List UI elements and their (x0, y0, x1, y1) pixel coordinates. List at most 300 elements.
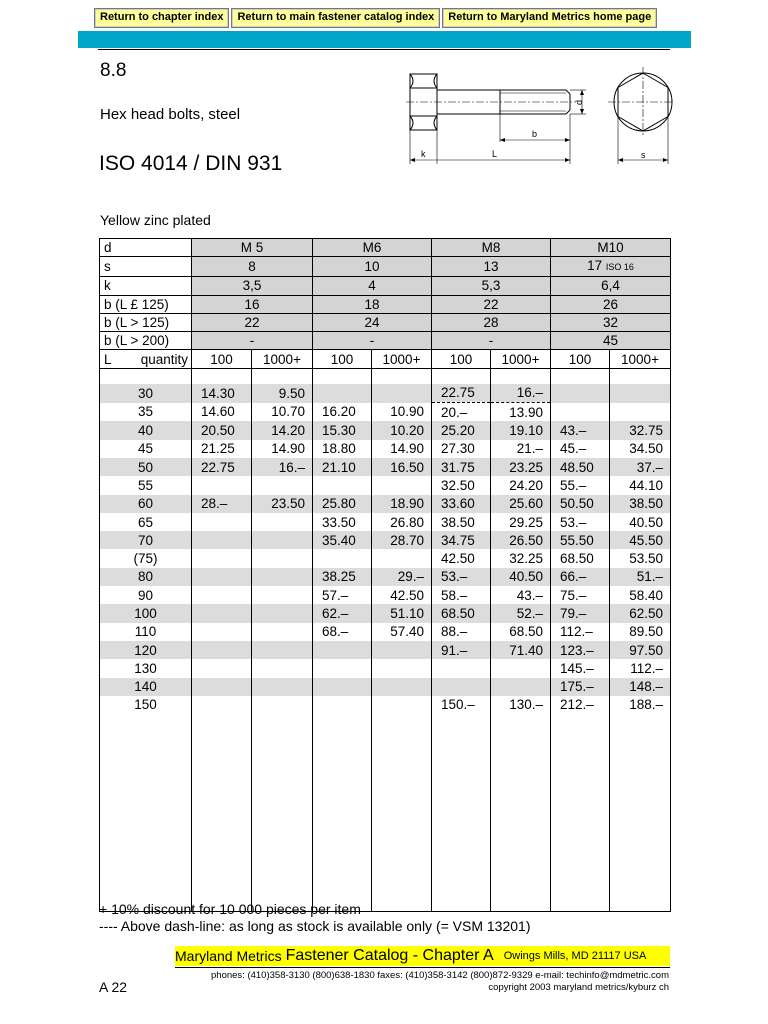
product-description: Hex head bolts, steel (100, 106, 241, 123)
spacer-row (100, 368, 671, 384)
price-cell: 22.75 (192, 458, 252, 476)
price-cell: 14.30 (192, 384, 252, 403)
spec-value (432, 313, 551, 331)
price-cell: 53.– (432, 568, 491, 586)
qty-100-header: 100 (432, 350, 491, 368)
price-cell (252, 476, 313, 494)
price-row (100, 458, 671, 476)
empty-cell (252, 714, 313, 912)
contact-line: phones: (410)358-3130 (800)638-1830 faxes: (410)358-3142 (800)872-9329 e-mail: techinfo@mdmetric.com (211, 970, 669, 981)
price-cell: 23.50 (252, 495, 313, 513)
spec-value-text: M10 (597, 240, 624, 256)
price-cell: 89.50 (610, 623, 671, 641)
price-cell: 28.70 (372, 531, 432, 549)
price-cell: 9.50 (252, 384, 313, 403)
spacer-cell (100, 368, 192, 384)
price-cell (192, 641, 252, 659)
spec-value-text: 3,5 (242, 278, 262, 294)
spec-value (192, 239, 313, 257)
price-cell: 75.– (551, 586, 610, 604)
price-cell (372, 641, 432, 659)
qty-100-header: 100 (313, 350, 372, 368)
spec-value-text: 5,3 (481, 278, 501, 294)
empty-cell (313, 714, 372, 912)
standard-title: ISO 4014 / DIN 931 (99, 152, 283, 175)
header-accent-bar (78, 31, 691, 48)
spacer-cell (551, 368, 610, 384)
price-cell (551, 384, 610, 403)
price-cell: 68.50 (551, 549, 610, 567)
spacer-cell (432, 368, 491, 384)
spec-value-text: 26 (602, 296, 619, 312)
price-row (100, 586, 671, 604)
price-cell: 15.30 (313, 421, 372, 439)
price-cell: 91.– (432, 641, 491, 659)
price-cell (610, 384, 671, 403)
price-cell: 175.– (551, 678, 610, 696)
spec-row (100, 313, 671, 331)
length-cell: 140 (100, 678, 192, 696)
price-cell: 68.– (313, 623, 372, 641)
price-cell: 18.80 (313, 440, 372, 458)
iso-note: ISO 16 (605, 262, 634, 273)
spec-value-text: 45 (602, 333, 619, 349)
price-cell: 33.50 (313, 513, 372, 531)
price-row (100, 513, 671, 531)
spec-value-text: 8 (248, 259, 256, 275)
price-cell: 38.25 (313, 568, 372, 586)
spacer-cell (491, 368, 551, 384)
qty-1000-header: 1000+ (610, 350, 671, 368)
dim-label-d: d (574, 99, 584, 105)
dim-label-k: k (421, 149, 426, 159)
price-cell: 38.50 (610, 495, 671, 513)
price-cell (252, 568, 313, 586)
spec-value-text: 22 (244, 315, 260, 331)
spec-value-text: - (488, 333, 494, 349)
price-cell (252, 623, 313, 641)
price-cell: 34.50 (610, 440, 671, 458)
price-cell (372, 678, 432, 696)
price-cell (432, 678, 491, 696)
spec-value-text: 18 (364, 296, 380, 312)
price-cell: 55.– (551, 476, 610, 494)
price-cell (192, 659, 252, 677)
finish-label: Yellow zinc plated (100, 212, 211, 228)
empty-row (100, 714, 671, 912)
price-cell (491, 678, 551, 696)
navigation-bar (94, 8, 657, 28)
price-row (100, 678, 671, 696)
price-cell: 32.50 (432, 476, 491, 494)
spec-value-text: 32 (602, 315, 619, 331)
spec-value-text: 6,4 (601, 278, 620, 294)
spec-value-text: M8 (481, 240, 501, 256)
price-cell: 55.50 (551, 531, 610, 549)
length-cell: 110 (100, 623, 192, 641)
price-cell: 130.– (491, 696, 551, 714)
price-cell (252, 659, 313, 677)
price-cell: 43.– (491, 586, 551, 604)
page-number: A 22 (99, 979, 128, 995)
price-cell: 42.50 (432, 549, 491, 567)
spec-label: b (L £ 125) (100, 295, 192, 313)
discount-note: + 10% discount for 10 000 pieces per item (99, 901, 361, 917)
price-table (99, 238, 671, 912)
spacer-cell (252, 368, 313, 384)
price-cell: 188.– (610, 696, 671, 714)
spec-row (100, 257, 671, 277)
empty-cell (491, 714, 551, 912)
price-cell (252, 641, 313, 659)
spec-value (192, 313, 313, 331)
dim-label-s: s (641, 150, 646, 160)
spec-row (100, 295, 671, 313)
spec-value (432, 295, 551, 313)
price-cell: 45.– (551, 440, 610, 458)
qty-100-header: 100 (551, 350, 610, 368)
length-cell: 60 (100, 495, 192, 513)
price-cell: 51.10 (372, 604, 432, 622)
price-cell: 88.– (432, 623, 491, 641)
spec-value (192, 257, 313, 277)
spec-value (432, 239, 551, 257)
length-cell: 30 (100, 384, 192, 403)
price-cell (491, 659, 551, 677)
quantity-header-label (100, 350, 192, 368)
price-cell: 68.50 (491, 623, 551, 641)
qty-1000-header: 1000+ (491, 350, 551, 368)
price-cell (252, 531, 313, 549)
price-cell (372, 696, 432, 714)
price-cell: 58.40 (610, 586, 671, 604)
price-cell: 123.– (551, 641, 610, 659)
spacer-cell (313, 368, 372, 384)
spec-value (551, 277, 671, 295)
price-cell: 35.40 (313, 531, 372, 549)
spec-value-text: 17 (587, 258, 603, 274)
price-cell: 40.50 (610, 513, 671, 531)
price-cell: 97.50 (610, 641, 671, 659)
length-cell: 45 (100, 440, 192, 458)
price-cell: 112.– (551, 623, 610, 641)
price-cell (313, 384, 372, 403)
price-cell: 16.50 (372, 458, 432, 476)
price-row (100, 604, 671, 622)
spec-value-text: 16 (244, 296, 260, 312)
price-cell: 148.– (610, 678, 671, 696)
spec-label: d (100, 239, 192, 257)
spec-value (432, 257, 551, 277)
price-cell (252, 678, 313, 696)
spec-value (313, 295, 432, 313)
length-cell: 80 (100, 568, 192, 586)
price-cell: 31.75 (432, 458, 491, 476)
price-cell: 62.– (313, 604, 372, 622)
length-cell: 130 (100, 659, 192, 677)
price-cell (610, 403, 671, 422)
footer-company: Maryland Metrics (175, 948, 282, 964)
price-cell (372, 384, 432, 403)
empty-cell (610, 714, 671, 912)
price-row (100, 495, 671, 513)
price-cell: 10.90 (372, 403, 432, 422)
price-row (100, 568, 671, 586)
price-cell: 71.40 (491, 641, 551, 659)
spec-row (100, 332, 671, 350)
price-cell: 150.– (432, 696, 491, 714)
spec-value (551, 257, 671, 277)
spec-value (313, 239, 432, 257)
price-cell: 26.50 (491, 531, 551, 549)
price-cell (192, 549, 252, 567)
price-cell (192, 531, 252, 549)
spacer-cell (610, 368, 671, 384)
price-cell (192, 623, 252, 641)
qty-100-header: 100 (192, 350, 252, 368)
price-cell: 29.25 (491, 513, 551, 531)
price-cell: 25.20 (432, 421, 491, 439)
price-cell (192, 586, 252, 604)
price-cell: 34.75 (432, 531, 491, 549)
price-cell: 38.50 (432, 513, 491, 531)
price-cell (372, 659, 432, 677)
price-cell: 57.– (313, 586, 372, 604)
quantity-header: quantity (140, 351, 188, 367)
price-cell (313, 641, 372, 659)
price-row (100, 696, 671, 714)
return-catalog-index-button[interactable]: Return to main fastener catalog index (231, 8, 440, 28)
footer-catalog: Fastener Catalog - Chapter A (285, 947, 494, 964)
price-row (100, 549, 671, 567)
spec-value-text: - (369, 333, 375, 349)
spec-label: b (L > 200) (100, 332, 192, 350)
price-cell: 18.90 (372, 495, 432, 513)
spec-value (432, 277, 551, 295)
price-cell: 42.50 (372, 586, 432, 604)
price-cell: 62.50 (610, 604, 671, 622)
spec-value-text: 22 (483, 296, 499, 312)
price-cell (192, 568, 252, 586)
price-cell: 32.25 (491, 549, 551, 567)
price-row (100, 384, 671, 403)
length-cell: 70 (100, 531, 192, 549)
price-cell: 53.50 (610, 549, 671, 567)
empty-cell (372, 714, 432, 912)
price-cell: 32.75 (610, 421, 671, 439)
strength-grade: 8.8 (100, 60, 127, 81)
spec-value-text: 13 (483, 259, 499, 275)
empty-cell (432, 714, 491, 912)
price-cell: 14.90 (252, 440, 313, 458)
spec-value (551, 239, 671, 257)
spec-value (313, 332, 432, 350)
price-row (100, 659, 671, 677)
price-row (100, 641, 671, 659)
price-cell: 50.50 (551, 495, 610, 513)
price-cell: 53.– (551, 513, 610, 531)
spec-value-text: M 5 (240, 240, 264, 256)
price-cell (252, 696, 313, 714)
price-cell: 25.80 (313, 495, 372, 513)
price-cell: 20.50 (192, 421, 252, 439)
price-cell: 33.60 (432, 495, 491, 513)
spec-value (313, 257, 432, 277)
price-cell: 51.– (610, 568, 671, 586)
return-chapter-index-button[interactable]: Return to chapter index (94, 8, 229, 28)
price-cell: 66.– (551, 568, 610, 586)
price-cell: 14.90 (372, 440, 432, 458)
spec-value-text: 4 (368, 278, 376, 294)
price-cell: 21.10 (313, 458, 372, 476)
price-cell: 25.60 (491, 495, 551, 513)
spec-value (192, 295, 313, 313)
price-cell: 16.– (491, 384, 551, 403)
price-cell: 112.– (610, 659, 671, 677)
price-cell: 44.10 (610, 476, 671, 494)
copyright-line: copyright 2003 maryland metrics/kyburz ch (488, 982, 669, 993)
price-cell: 16.20 (313, 403, 372, 422)
length-cell: 150 (100, 696, 192, 714)
price-cell: 21.25 (192, 440, 252, 458)
spec-value (551, 332, 671, 350)
price-cell: 68.50 (432, 604, 491, 622)
price-cell (252, 549, 313, 567)
spec-value-text: 28 (483, 315, 499, 331)
spacer-cell (192, 368, 252, 384)
price-cell: 16.– (252, 458, 313, 476)
spec-label: k (100, 277, 192, 295)
price-cell (372, 476, 432, 494)
price-cell: 48.50 (551, 458, 610, 476)
spec-label: s (100, 257, 192, 277)
price-cell (192, 476, 252, 494)
price-cell: 24.20 (491, 476, 551, 494)
spec-value (313, 277, 432, 295)
price-cell: 37.– (610, 458, 671, 476)
spec-value-text: 24 (364, 315, 380, 331)
length-cell: 50 (100, 458, 192, 476)
length-cell: 90 (100, 586, 192, 604)
price-cell (313, 659, 372, 677)
length-cell: 55 (100, 476, 192, 494)
spec-value (432, 332, 551, 350)
length-cell: 35 (100, 403, 192, 422)
price-cell: 212.– (551, 696, 610, 714)
length-header: L (104, 351, 112, 367)
price-cell: 43.– (551, 421, 610, 439)
spec-value-text: M6 (362, 240, 382, 256)
price-cell (252, 604, 313, 622)
price-row (100, 421, 671, 439)
price-cell (313, 696, 372, 714)
price-cell: 79.– (551, 604, 610, 622)
price-cell (252, 513, 313, 531)
spacer-cell (372, 368, 432, 384)
price-cell: 28.– (192, 495, 252, 513)
length-cell: 40 (100, 421, 192, 439)
spec-row (100, 277, 671, 295)
return-home-button[interactable]: Return to Maryland Metrics home page (442, 8, 657, 28)
price-cell: 10.70 (252, 403, 313, 422)
price-cell: 22.75 (432, 384, 491, 403)
price-cell: 20.– (432, 403, 491, 422)
price-row (100, 476, 671, 494)
price-cell: 58.– (432, 586, 491, 604)
price-cell: 57.40 (372, 623, 432, 641)
price-cell (192, 678, 252, 696)
price-cell (313, 678, 372, 696)
price-cell (432, 659, 491, 677)
length-cell: (75) (100, 549, 192, 567)
price-cell: 145.– (551, 659, 610, 677)
price-cell (372, 549, 432, 567)
bolt-drawing (404, 64, 674, 169)
footer-rule (175, 967, 670, 968)
spec-value-text: - (249, 333, 255, 349)
price-cell (313, 476, 372, 494)
price-cell (192, 513, 252, 531)
price-cell: 27.30 (432, 440, 491, 458)
empty-cell (100, 714, 192, 912)
price-cell (252, 586, 313, 604)
spec-row (100, 239, 671, 257)
empty-cell (551, 714, 610, 912)
spec-value (192, 332, 313, 350)
price-row (100, 440, 671, 458)
price-cell: 45.50 (610, 531, 671, 549)
empty-cell (192, 714, 252, 912)
quantity-header-row (100, 350, 671, 368)
price-cell (313, 549, 372, 567)
price-row (100, 403, 671, 422)
qty-1000-header: 1000+ (372, 350, 432, 368)
price-cell: 13.90 (491, 403, 551, 422)
spec-label: b (L > 125) (100, 313, 192, 331)
price-cell: 26.80 (372, 513, 432, 531)
spec-value (313, 313, 432, 331)
qty-1000-header: 1000+ (252, 350, 313, 368)
price-cell: 14.60 (192, 403, 252, 422)
header-rule (98, 49, 670, 50)
price-cell (551, 403, 610, 422)
price-cell: 23.25 (491, 458, 551, 476)
price-cell: 19.10 (491, 421, 551, 439)
length-cell: 120 (100, 641, 192, 659)
footer-location: Owings Mills, MD 21117 USA (503, 950, 647, 962)
spec-value (192, 277, 313, 295)
footer-band (175, 946, 670, 966)
price-cell: 29.– (372, 568, 432, 586)
spec-value (551, 313, 671, 331)
price-cell: 21.– (491, 440, 551, 458)
price-cell (192, 696, 252, 714)
dim-label-b: b (532, 129, 538, 139)
spec-value (551, 295, 671, 313)
spec-value-text: 10 (364, 259, 380, 275)
price-row (100, 531, 671, 549)
price-cell: 10.20 (372, 421, 432, 439)
dim-label-l: L (492, 149, 498, 159)
price-cell: 40.50 (491, 568, 551, 586)
price-cell: 52.– (491, 604, 551, 622)
dashline-note: ---- Above dash-line: as long as stock is available only (= VSM 13201) (99, 918, 531, 934)
price-cell: 14.20 (252, 421, 313, 439)
length-cell: 65 (100, 513, 192, 531)
price-row (100, 623, 671, 641)
length-cell: 100 (100, 604, 192, 622)
price-cell (192, 604, 252, 622)
